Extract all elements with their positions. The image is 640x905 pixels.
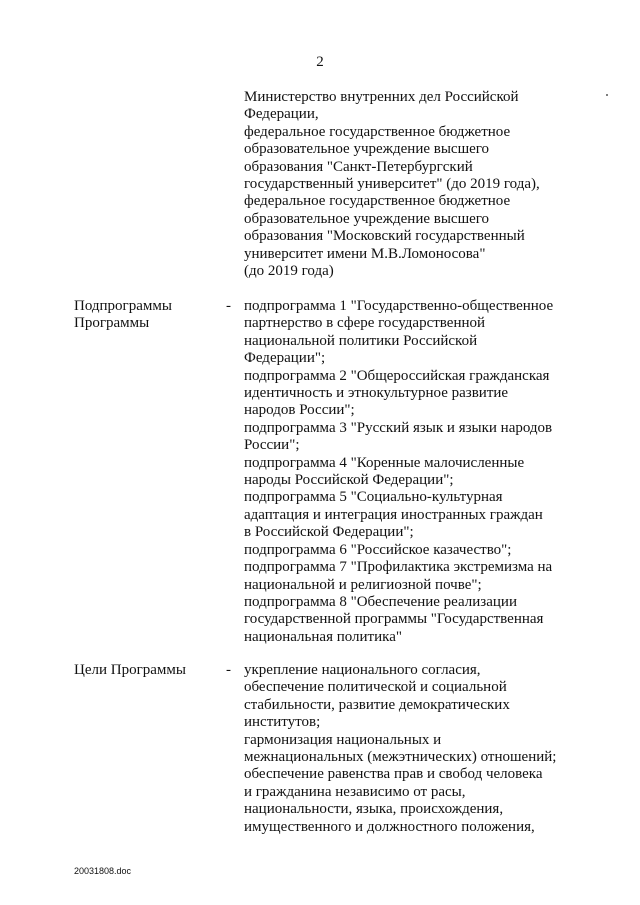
text-line: Федерации"; — [244, 350, 326, 367]
text-line: национальной и религиозной почве"; — [244, 576, 482, 593]
text-line: России"; — [244, 437, 300, 454]
subprograms-dash: - — [226, 298, 231, 314]
text-line: подпрограмма 1 "Государственно-общественное — [244, 298, 554, 314]
text-line: подпрограмма 3 "Русский язык и языки народов — [244, 419, 553, 436]
text-line: стабильности, развитие демократических — [244, 696, 510, 713]
text-line: образования "Московский государственный — [244, 228, 525, 245]
text-line: (до 2019 года) — [244, 263, 334, 280]
label-line: Подпрограммы — [74, 298, 172, 314]
text-line: в Российской Федерации"; — [244, 524, 414, 541]
text-line: государственный университет" (до 2019 года), — [244, 176, 540, 193]
text-line: подпрограмма 5 "Социально-культурная — [244, 489, 503, 506]
text-line: обеспечение политической и социальной — [244, 679, 507, 696]
text-line: образовательное учреждение высшего — [244, 141, 490, 158]
text-line: образовательное учреждение высшего — [244, 210, 490, 227]
text-line: партнерство в сфере государственной — [244, 315, 486, 332]
text-line: подпрограмма 2 "Общероссийская гражданская — [244, 367, 550, 384]
goals-dash: - — [226, 662, 231, 678]
text-line: народы Российской Федерации"; — [244, 472, 454, 489]
text-line: народов России"; — [244, 402, 355, 419]
label-line: Цели Программы — [74, 662, 186, 678]
page-number: 2 — [316, 54, 324, 70]
text-line: государственной программы "Государственная — [244, 611, 544, 628]
file-name-footer: 20031808.doc — [74, 866, 132, 876]
subprograms-list — [244, 298, 574, 646]
text-line: подпрограмма 4 "Коренные малочисленные — [244, 454, 525, 471]
text-line: университет имени М.В.Ломоносова" — [244, 245, 486, 262]
text-line: национальной политики Российской — [244, 332, 478, 349]
text-line: гармонизация национальных и — [244, 731, 442, 748]
executors-continuation — [244, 89, 574, 280]
text-line: обеспечение равенства прав и свобод человека — [244, 766, 543, 783]
text-line: институтов; — [244, 714, 321, 731]
text-line: подпрограмма 6 "Российское казачество"; — [244, 541, 512, 558]
goals-label — [74, 662, 186, 679]
text-line: имущественного и должностного положения, — [244, 818, 535, 835]
text-line: национальная политика" — [244, 628, 402, 645]
text-line: идентичность и этнокультурное развитие — [244, 385, 509, 402]
text-line: Федерации, — [244, 106, 319, 123]
text-line: межнациональных (межэтнических) отношений; — [244, 749, 557, 766]
scan-speck — [606, 94, 608, 96]
text-line: укрепление национального согласия, — [244, 662, 481, 678]
goals-list — [244, 662, 574, 836]
text-line: и гражданина независимо от расы, — [244, 783, 466, 800]
text-line: подпрограмма 8 "Обеспечение реализации — [244, 593, 517, 610]
label-line: Программы — [74, 315, 150, 332]
text-line: Министерство внутренних дел Российской — [244, 89, 519, 105]
text-line: национальности, языка, происхождения, — [244, 801, 504, 818]
text-line: федеральное государственное бюджетное — [244, 193, 511, 210]
subprograms-label — [74, 298, 172, 333]
text-line: образования "Санкт-Петербургский — [244, 158, 473, 175]
text-line: подпрограмма 7 "Профилактика экстремизма на — [244, 559, 553, 576]
text-line: федеральное государственное бюджетное — [244, 123, 511, 140]
text-line: адаптация и интеграция иностранных граждан — [244, 506, 543, 523]
